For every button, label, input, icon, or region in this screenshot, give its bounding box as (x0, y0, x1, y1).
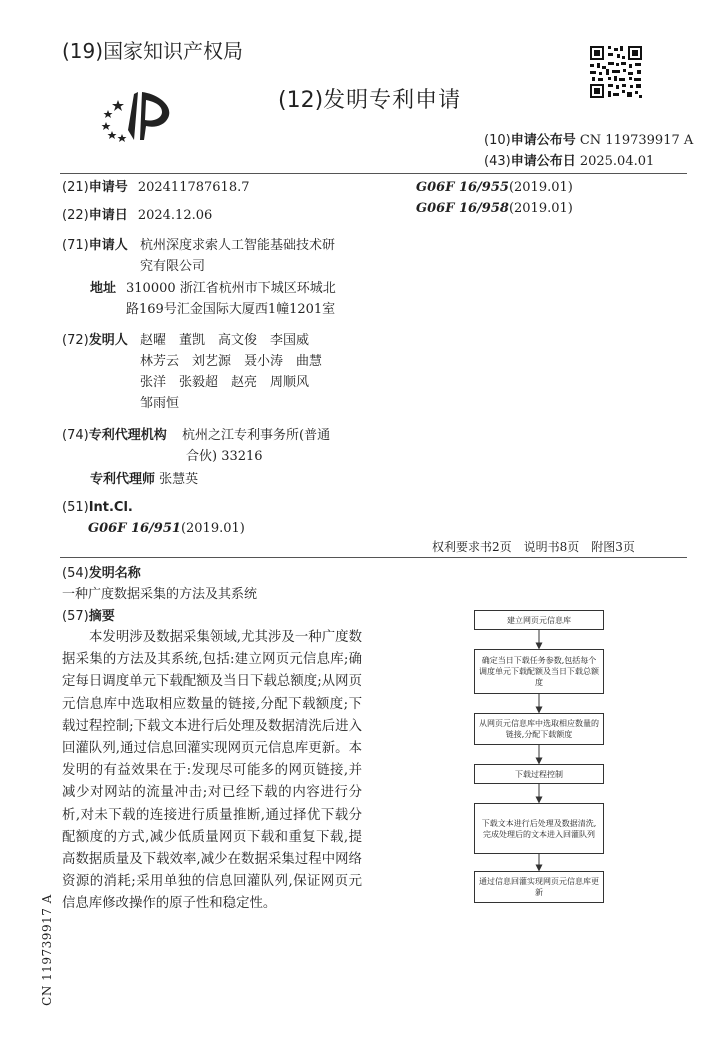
intcl-label: Int.Cl. (88, 500, 133, 515)
flow-step-1: 建立网页元信息库 (474, 610, 604, 630)
inventor-line-1: 赵曜 董凯 高文俊 李国威 (140, 333, 310, 348)
address-value (126, 278, 336, 320)
intcl-main-year: (2019.01) (180, 521, 245, 536)
pub-date-value: 2025.04.01 (579, 154, 655, 169)
applicant-line-2: 究有限公司 (140, 259, 206, 274)
pub-date-row (484, 151, 654, 172)
pub-no-label: 申请公布号 (510, 133, 576, 148)
invention-title: 一种广度数据采集的方法及其系统 (62, 587, 258, 602)
agency-line-1: 杭州之江专利事务所(普通 (182, 428, 331, 443)
doc-type: 发明专利申请 (323, 88, 462, 113)
app-no-label: 申请号 (88, 180, 128, 195)
agent-label: 专利代理师 (90, 472, 156, 487)
intcl-extra-1-code: G06F 16/955 (416, 180, 509, 195)
applicant-value (140, 235, 335, 277)
title-code: (54) (62, 566, 89, 581)
doc-type-code: (12) (278, 88, 324, 113)
flow-step-3: 从网页元信息库中选取相应数量的链接,分配下载额度 (474, 713, 604, 745)
app-date-value: 2024.12.06 (137, 208, 213, 223)
abstract-heading (62, 606, 115, 627)
pub-date-label: 申请公布日 (510, 154, 576, 169)
app-date-code: (22) (62, 208, 89, 223)
applicant-row (62, 235, 128, 256)
cnipa-logo-icon (98, 88, 180, 146)
header-divider (60, 173, 687, 174)
pub-no-row (484, 130, 693, 151)
applicant-label: 申请人 (88, 238, 128, 253)
doc-type-heading (278, 86, 461, 116)
agency-code: (74) (62, 428, 89, 443)
pub-date-code: (43) (484, 154, 511, 169)
intcl-extra-1 (416, 177, 573, 198)
app-no-code: (21) (62, 180, 89, 195)
inventor-row (62, 330, 128, 351)
title-heading (62, 563, 141, 584)
pub-no-value: CN 119739917 A (579, 133, 694, 148)
inventor-line-2: 林芳云 刘艺源 聂小涛 曲慧 (140, 354, 323, 369)
flow-step-5: 下载文本进行后处理及数据清洗,完成处理后的文本进入回灌队列 (474, 803, 604, 854)
flow-step-2: 确定当日下载任务参数,包括每个调度单元下载配额及当日下载总额度 (474, 649, 604, 694)
intcl-extra-1-year: (2019.01) (508, 180, 573, 195)
flow-step-6: 通过信息回灌实现网页元信息库更新 (474, 871, 604, 903)
app-no-value: 202411787618.7 (137, 180, 250, 195)
abstract-label: 摘要 (88, 609, 115, 624)
address-label: 地址 (90, 281, 117, 296)
abstract-code: (57) (62, 609, 89, 624)
agency-line-2: 合伙) 33216 (186, 449, 263, 464)
agent-row (90, 469, 198, 490)
office-code: (19) (62, 39, 104, 63)
agency-row (62, 425, 167, 446)
agency-value (182, 425, 330, 467)
office-heading (62, 38, 243, 64)
address-line-1: 310000 浙江省杭州市下城区环城北 (126, 281, 336, 296)
biblio-divider (60, 557, 687, 558)
title-label: 发明名称 (88, 566, 141, 581)
intcl-row (62, 497, 133, 518)
inventor-list (140, 330, 322, 414)
app-date-label: 申请日 (88, 208, 128, 223)
flow-step-4: 下载过程控制 (474, 764, 604, 784)
agency-label: 专利代理机构 (88, 428, 167, 443)
pub-no-code: (10) (484, 133, 511, 148)
office-name: 国家知识产权局 (103, 39, 244, 63)
abstract-text: 本发明涉及数据采集领域,尤其涉及一种广度数据采集的方法及其系统,包括:建立网页元信息库;确定每日调度单元下载配额及当日下载总额度;从网页元信息库中选取相应数量的链接,分配下载额度;下载过程控制;下载文本进行后处理及数据清洗后进入回灌队列,通过信息回灌实现网页元信息库更新。本发明的有益效果在于:发现尽可能多的网页链接,并减少对网站的流量冲击;对已经下载的内容进行分析,对未下载的连接进行质量推断,通过择优下载分配额度的方式,减少低质量网页下载和重复下载,提高数据质量及下载效率,减少在数据采集过程中网络资源的消耗;采用单独的信息回灌队列,保证网页元信息库修改操作的原子性和稳定性。 (62, 630, 362, 912)
intcl-extra-2 (416, 198, 573, 219)
intcl-code: (51) (62, 500, 89, 515)
pages-summary: 权利要求书2页 说明书8页 附图3页 (432, 540, 635, 554)
intcl-extra-2-year: (2019.01) (508, 201, 573, 216)
side-pub-number: CN 119739917 A (40, 894, 54, 1006)
agent-value: 张慧英 (159, 472, 199, 487)
intcl-main (88, 518, 245, 539)
intcl-extra-2-code: G06F 16/958 (416, 201, 509, 216)
intcl-main-code: G06F 16/951 (88, 521, 181, 536)
inventor-line-3: 张洋 张毅超 赵亮 周顺风 (140, 375, 310, 390)
applicant-code: (71) (62, 238, 89, 253)
inventor-code: (72) (62, 333, 89, 348)
inventor-label: 发明人 (88, 333, 128, 348)
inventor-line-4: 邹雨恒 (140, 396, 180, 411)
app-no-row (62, 177, 250, 198)
qr-code-icon (588, 44, 644, 100)
applicant-line-1: 杭州深度求索人工智能基础技术研 (140, 238, 336, 253)
app-date-row (62, 205, 212, 226)
address-line-2: 路169号汇金国际大厦西1幢1201室 (126, 302, 336, 317)
